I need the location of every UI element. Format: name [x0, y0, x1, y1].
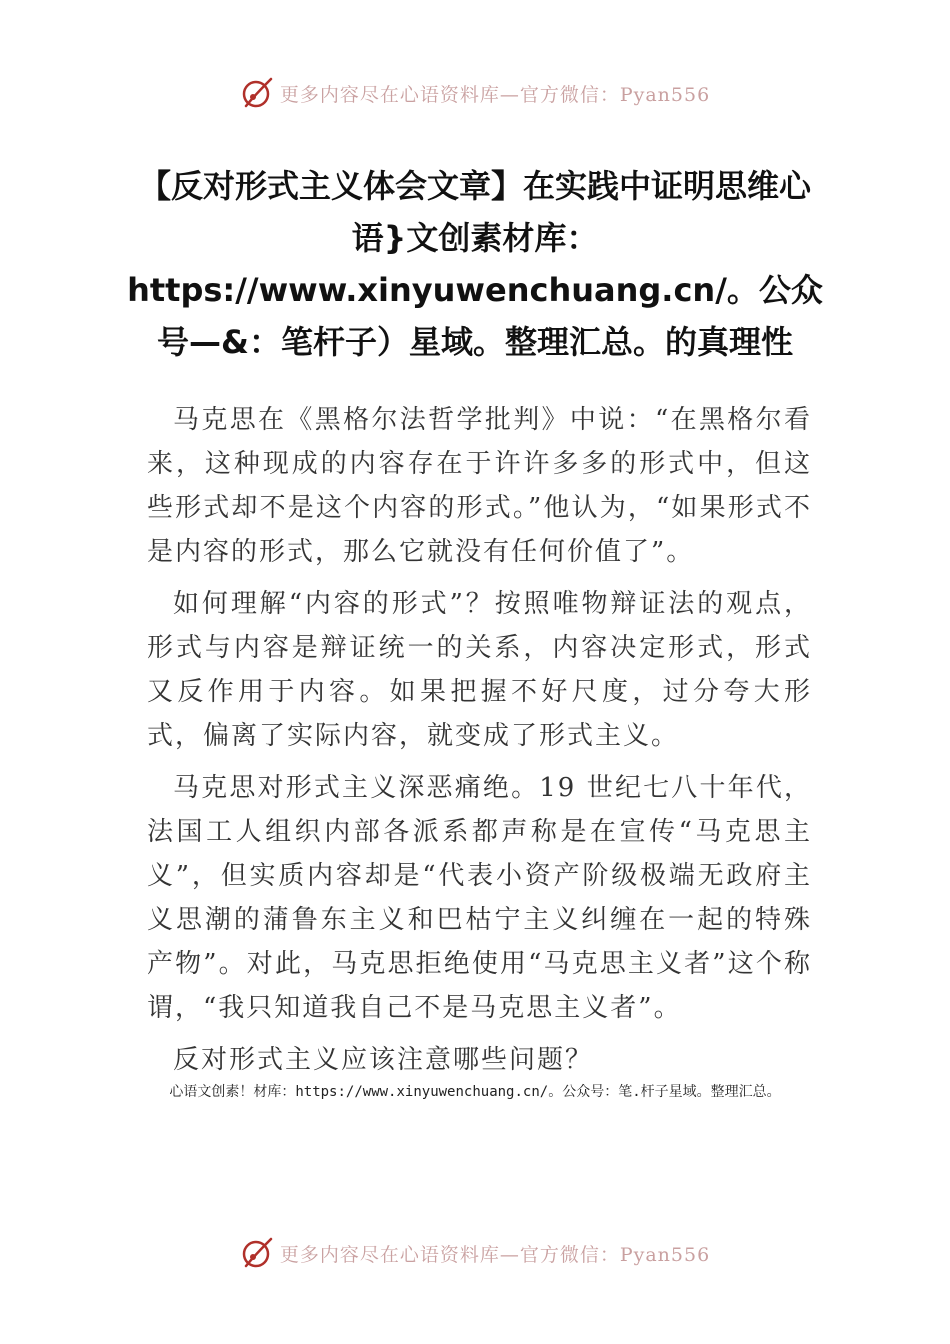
footer-banner	[0, 1233, 950, 1273]
quill-seal-icon	[240, 76, 274, 110]
paragraph-3: 马克思对形式主义深恶痛绝。19 世纪七八十年代，法国工人组织内部各派系都声称是在宣传“马克思主义”，但实质内容却是“代表小资产阶级极端无政府主义思潮的蒲鲁东主义和巴枯宁主义纠缠在一起的特殊产物”。对此，马克思拒绝使用“马克思主义者”这个称谓，“我只知道我自己不是马克思主义者”。	[147, 773, 812, 1023]
paragraph-4: 反对形式主义应该注意哪些问题？	[173, 1045, 594, 1075]
header-banner	[0, 73, 950, 113]
document-body	[147, 398, 812, 1090]
header-banner-text: 更多内容尽在心语资料库—官方微信：Pyan556	[279, 83, 711, 106]
footer-banner-text: 更多内容尽在心语资料库—官方微信：Pyan556	[279, 1243, 711, 1266]
paragraph-2: 如何理解“内容的形式”？按照唯物辩证法的观点，形式与内容是辩证统一的关系，内容决定形式，形式又反作用于内容。如果把握不好尺度，过分夸大形式，偏离了实际内容，就变成了形式主义。	[147, 589, 812, 751]
paragraph-1: 马克思在《黑格尔法哲学批判》中说：“在黑格尔看来，这种现成的内容存在于许许多多的形式中，但这些形式却不是这个内容的形式。”他认为，“如果形式不是内容的形式，那么它就没有任何价值了”。	[147, 405, 812, 567]
quill-seal-icon	[240, 1236, 274, 1270]
document-title: 【反对形式主义体会文章】在实践中证明思维心语}文创素材库：https://www.xinyuwenchuang.cn/。公众号—&：笔杆子）星域。整理汇总。的真理性	[127, 167, 823, 361]
footer-note: 心语文创素！材库：https://www.xinyuwenchuang.cn/。公众号：笔.杆子星域。整理汇总。	[169, 1084, 781, 1100]
